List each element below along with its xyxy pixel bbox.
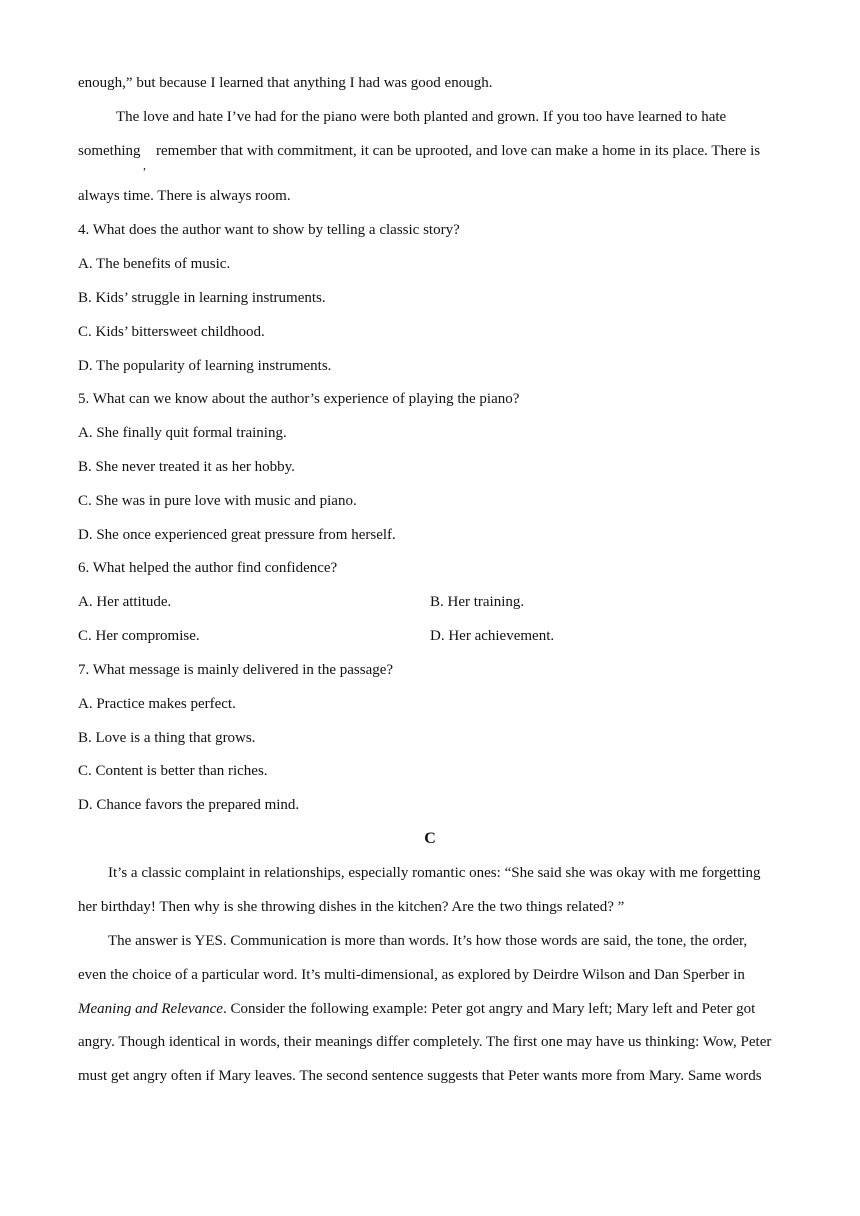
text-line: must get angry often if Mary leaves. The second sentence suggests that Peter wants more from Mary. Same words	[78, 1068, 762, 1084]
question-stem: 7. What message is mainly delivered in the passage?	[78, 662, 394, 678]
text-line: enough,” but because I learned that anything I had was good enough.	[78, 75, 493, 91]
question-stem: 4. What does the author want to show by telling a classic story?	[78, 222, 460, 238]
text-fragment: something	[78, 143, 141, 159]
paragraph-first-line: It’s a classic complaint in relationships, especially romantic ones: “She said she was okay with me forgetting	[108, 865, 761, 881]
option-d: D. She once experienced great pressure from herself.	[78, 527, 396, 543]
option-c: C. Her compromise.	[78, 628, 200, 644]
text-line: even the choice of a particular word. It’s multi-dimensional, as explored by Deirdre Wilson and Dan Sperber in	[78, 967, 745, 983]
option-b: B. Her training.	[430, 594, 525, 610]
option-d: D. Chance favors the prepared mind.	[78, 797, 300, 813]
option-a: A. Practice makes perfect.	[78, 696, 236, 712]
paragraph-first-line: The answer is YES. Communication is more than words. It’s how those words are said, the tone, the order,	[108, 933, 748, 949]
option-b: B. She never treated it as her hobby.	[78, 459, 295, 475]
option-c: C. Kids’ bittersweet childhood.	[78, 324, 265, 340]
comma-mark: ,	[143, 158, 146, 172]
question-stem: 5. What can we know about the author’s experience of playing the piano?	[78, 391, 520, 407]
text-fragment: . Consider the following example: Peter got angry and Mary left; Mary left and Peter got	[222, 1001, 756, 1017]
option-a: A. The benefits of music.	[78, 256, 231, 272]
option-a: A. Her attitude.	[78, 594, 172, 610]
option-c: C. She was in pure love with music and piano.	[78, 493, 357, 509]
text-line: always time. There is always room.	[78, 188, 291, 204]
question-stem: 6. What helped the author find confidence?	[78, 560, 338, 576]
text-line: angry. Though identical in words, their meanings differ completely. The first one may have us thinking: Wow, Peter	[78, 1034, 772, 1050]
text-line: remember that with commitment, it can be uprooted, and love can make a home in its place. There is	[156, 143, 761, 159]
option-a: A. She finally quit formal training.	[78, 425, 287, 441]
text-line: her birthday! Then why is she throwing dishes in the kitchen? Are the two things related? ”	[78, 899, 625, 915]
paragraph-first-line: The love and hate I’ve had for the piano were both planted and grown. If you too have learned to hate	[116, 109, 727, 125]
section-heading: C	[424, 830, 436, 847]
option-c: C. Content is better than riches.	[78, 763, 268, 779]
option-d: D. The popularity of learning instruments.	[78, 358, 332, 374]
option-d: D. Her achievement.	[430, 628, 555, 644]
option-b: B. Kids’ struggle in learning instruments.	[78, 290, 326, 306]
text-line	[78, 142, 141, 160]
text-line	[78, 1000, 755, 1018]
option-b: B. Love is a thing that grows.	[78, 730, 256, 746]
book-title: Meaning and Relevance	[78, 1001, 223, 1017]
